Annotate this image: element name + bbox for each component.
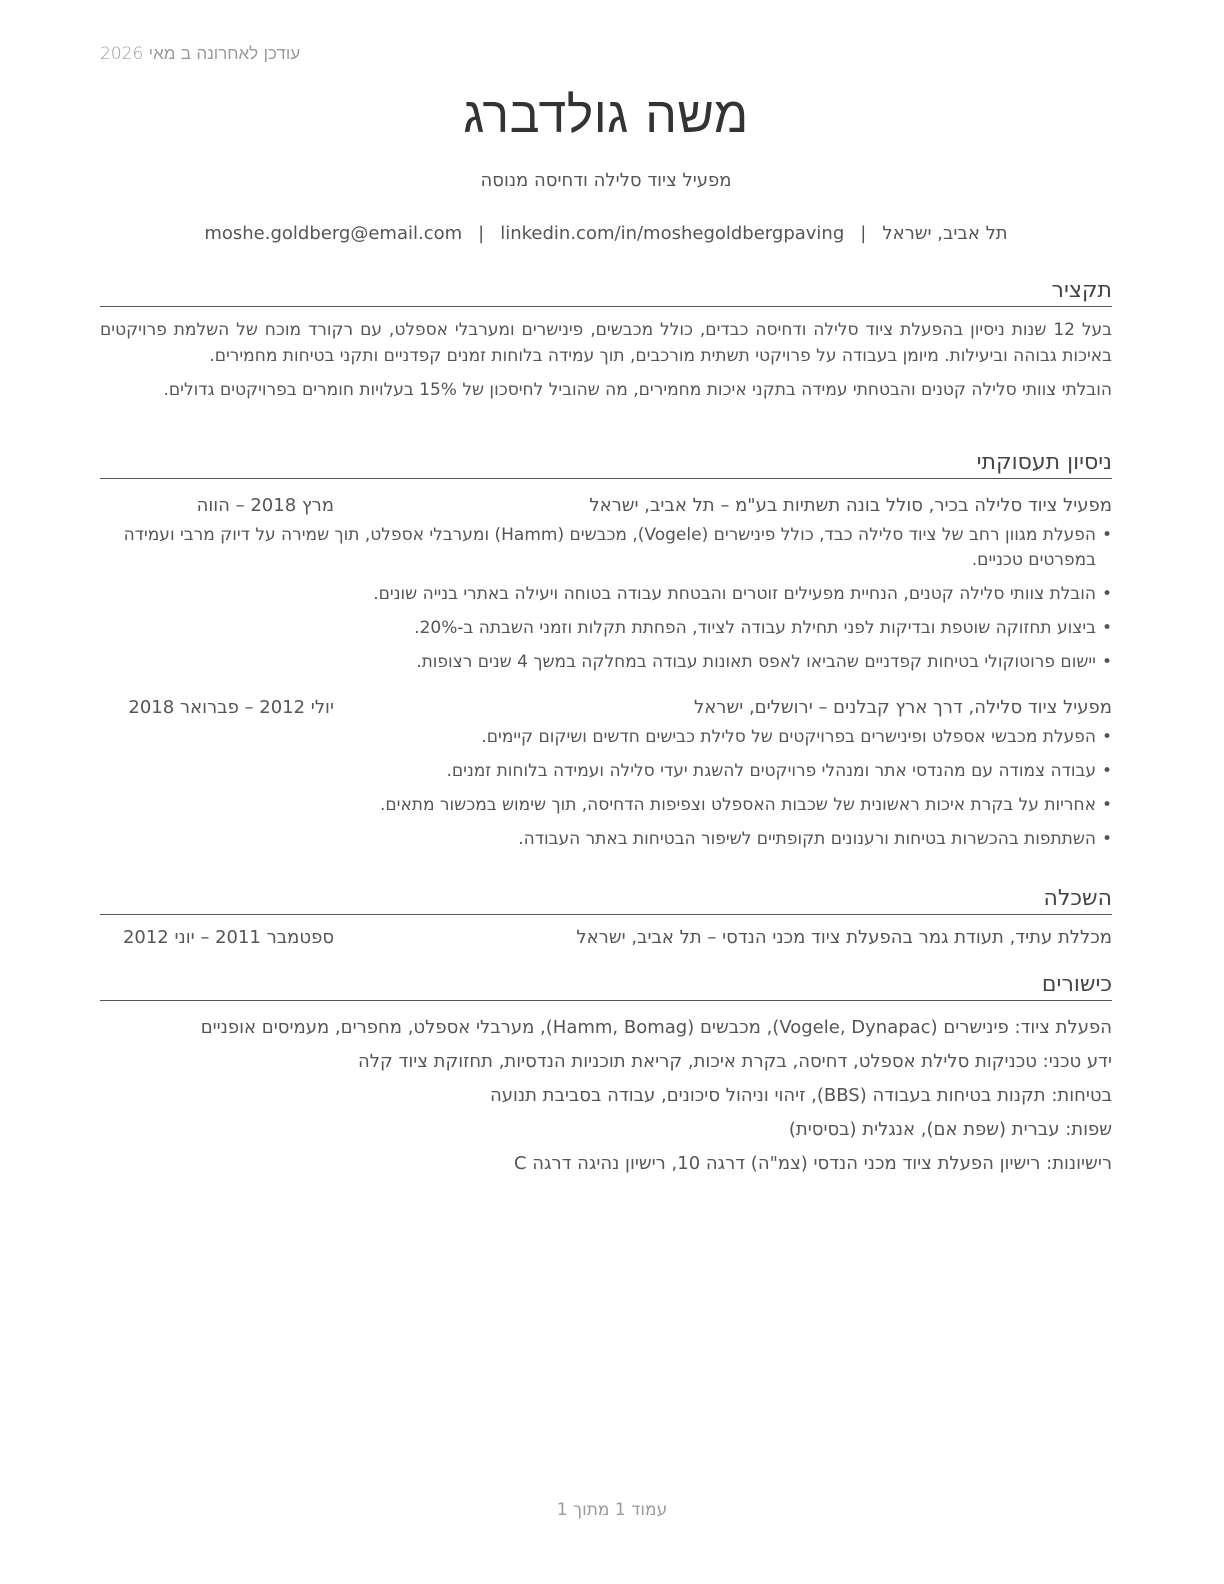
job-bullet: • יישום פרוטוקולי בטיחות קפדניים שהביאו לאפס תאונות עבודה במחלקה במשך 4 שנים רצופות. bbox=[100, 650, 1112, 675]
last-updated-note: עודכן לאחרונה ב מאי 2026 bbox=[100, 44, 301, 64]
education-heading: השכלה bbox=[100, 884, 1112, 915]
job-header bbox=[100, 697, 1112, 725]
summary-heading: תקציר bbox=[100, 276, 1112, 307]
job-bullets bbox=[100, 523, 1112, 675]
contact-separator: | bbox=[860, 223, 867, 244]
job-bullet: • השתתפות בהכשרות בטיחות ורענונים תקופתיים לשיפור הבטיחות באתר העבודה. bbox=[100, 827, 1112, 852]
summary-paragraph: בעל 12 שנות ניסיון בהפעלת ציוד סלילה ודחיסה כבדים, כולל מכבשים, פינישרים ומערבלי אספלט, עם רקורד מוכח של השלמת פרויקטים באיכות גבוהה וביעילות. מיומן בעבודה על פרויקטי תשתית מורכבים, תוך עמידה בלוחות זמנים קפדניים ותקני בטיחות מחמירים. bbox=[100, 320, 1113, 366]
job-dates: מרץ 2018 – הווה bbox=[196, 495, 334, 516]
skill-line: ידע טכני: טכניקות סלילת אספלט, דחיסה, בקרת איכות, קריאת תוכניות הנדסיות, תחזוקת ציוד קלה bbox=[358, 1051, 1112, 1072]
contact-location: תל אביב, ישראל bbox=[882, 223, 1008, 244]
job-bullet: • ביצוע תחזוקה שוטפת ובדיקות לפני תחילת עבודה לציוד, הפחתת תקלות וזמני השבתה ב-20%. bbox=[100, 616, 1112, 641]
job-role: מפעיל ציוד סלילה בכיר, סולל בונה תשתיות בע"מ – תל אביב, ישראל bbox=[589, 495, 1112, 516]
experience-section bbox=[100, 448, 1112, 861]
candidate-name: משה גולדברג bbox=[463, 86, 749, 144]
candidate-title: מפעיל ציוד סלילה ודחיסה מנוסה bbox=[480, 170, 732, 191]
job-entry bbox=[100, 697, 1112, 852]
job-entry bbox=[100, 495, 1112, 675]
skill-line: רישיונות: רישיון הפעלת ציוד מכני הנדסי (צמ"ה) דרגה 10, רישיון נהיגה דרגה C bbox=[513, 1153, 1112, 1174]
summary-paragraph: הובלתי צוותי סלילה קטנים והבטחתי עמידה בתקני איכות מחמירים, מה שהוביל לחיסכון של 15% בעלויות חומרים בפרויקטים גדולים. bbox=[163, 380, 1112, 400]
contact-email[interactable]: moshe.goldberg@email.com bbox=[204, 223, 463, 244]
job-dates: יולי 2012 – פברואר 2018 bbox=[128, 697, 334, 718]
job-bullet: • עבודה צמודה עם מהנדסי אתר ומנהלי פרויקטים להשגת יעדי סלילה ועמידה בלוחות זמנים. bbox=[100, 759, 1112, 784]
skills-section bbox=[100, 970, 1112, 1185]
education-entry bbox=[100, 927, 1112, 955]
education-section bbox=[100, 884, 1112, 955]
experience-heading: ניסיון תעסוקתי bbox=[100, 448, 1112, 479]
skill-line: הפעלת ציוד: פינישרים (Vogele, Dynapac), מכבשים (Hamm, Bomag), מערבלי אספלט, מחפרים, מעמיסים אופניים bbox=[200, 1017, 1112, 1038]
summary-section bbox=[100, 276, 1112, 403]
education-dates: ספטמבר 2011 – יוני 2012 bbox=[122, 927, 334, 948]
skill-line: שפות: עברית (שפת אם), אנגלית (בסיסית) bbox=[788, 1119, 1112, 1140]
contact-linkedin[interactable]: linkedin.com/in/moshegoldbergpaving bbox=[500, 223, 845, 244]
job-header bbox=[100, 495, 1112, 523]
job-bullet: • הפעלת מגוון רחב של ציוד סלילה כבד, כולל פינישרים (Vogele), מכבשים (Hamm) ומערבלי אספלט, תוך שמירה על דיוק מרבי ועמידה במפרטים טכניים. bbox=[100, 523, 1112, 573]
job-bullet: • הפעלת מכבשי אספלט ופינישרים בפרויקטים של סלילת כבישים חדשים ושיקום קיימים. bbox=[100, 725, 1112, 750]
skills-list bbox=[100, 1015, 1112, 1177]
job-bullet: • אחריות על בקרת איכות ראשונית של שכבות האספלט וצפיפות הדחיסה, תוך שימוש במכשור מתאים. bbox=[100, 793, 1112, 818]
skills-heading: כישורים bbox=[100, 970, 1112, 1001]
job-bullets bbox=[100, 725, 1112, 852]
job-bullet: • הובלת צוותי סלילה קטנים, הנחיית מפעילים זוטרים והבטחת עבודה בטוחה ויעילה באתרי בנייה שונים. bbox=[100, 582, 1112, 607]
contact-line bbox=[100, 223, 1112, 244]
education-institution: מכללת עתיד, תעודת גמר בהפעלת ציוד מכני הנדסי – תל אביב, ישראל bbox=[576, 927, 1112, 948]
job-role: מפעיל ציוד סלילה, דרך ארץ קבלנים – ירושלים, ישראל bbox=[694, 697, 1112, 718]
page-number: עמוד 1 מתוך 1 bbox=[556, 1500, 668, 1520]
skill-line: בטיחות: תקנות בטיחות בעבודה (BBS), זיהוי וניהול סיכונים, עבודה בסביבת תנועה bbox=[489, 1085, 1112, 1106]
contact-separator: | bbox=[478, 223, 485, 244]
